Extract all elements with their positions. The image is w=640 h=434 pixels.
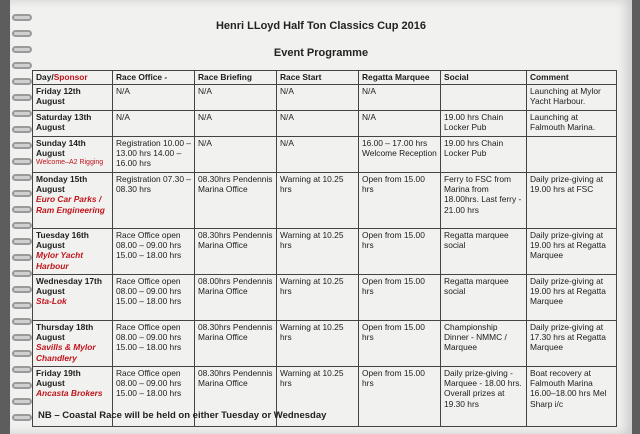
cell-marquee: Open from 15.00 hrs: [359, 275, 441, 321]
cell-comment: Boat recovery at Falmouth Marina 16.00–18.00 hrs Mel Sharp i/c: [527, 367, 617, 427]
binding-ring: [12, 302, 32, 309]
day-label: Friday 19th August: [36, 368, 81, 389]
binding-ring: [12, 286, 32, 293]
header-race-briefing: Race Briefing: [195, 71, 277, 85]
table-row: [33, 229, 617, 275]
header-race-office: Race Office -: [113, 71, 195, 85]
cell-start: Warning at 10.25 hrs: [277, 173, 359, 229]
cell-comment: [527, 137, 617, 173]
binding-ring: [12, 254, 32, 261]
binding-ring: [12, 350, 32, 357]
cell-comment: Daily prize-giving at 19.00 hrs at Regatta Marquee: [527, 275, 617, 321]
header-day: Day/: [36, 72, 54, 82]
document-title: Henri LLoyd Half Ton Classics Cup 2016: [215, 20, 427, 32]
day-label: Sunday 14th August: [36, 138, 86, 159]
binding-ring: [12, 142, 32, 149]
binding-ring: [12, 158, 32, 165]
header-comment: Comment: [527, 71, 617, 85]
header-regatta-marquee: Regatta Marquee: [359, 71, 441, 85]
cell-briefing: 08.00hrs Pendennis Marina Office: [195, 275, 277, 321]
cell-briefing: N/A: [195, 111, 277, 137]
day-label: Friday 12th August: [36, 86, 81, 107]
cell-start: N/A: [277, 85, 359, 111]
cell-social: 19.00 hrs Chain Locker Pub: [441, 137, 527, 173]
cell-start: Warning at 10.25 hrs: [277, 321, 359, 367]
cell-marquee: Open from 15.00 hrs: [359, 229, 441, 275]
table-row: [33, 137, 617, 173]
document-subtitle: Event Programme: [273, 47, 369, 59]
header-sponsor: Sponsor: [53, 72, 88, 82]
binding-ring: [12, 222, 32, 229]
table-row: [33, 85, 617, 111]
cell-marquee: Open from 15.00 hrs: [359, 367, 441, 427]
binding-ring: [12, 190, 32, 197]
binding-ring: [12, 398, 32, 405]
cell-race-office: Race Office open 08.00 – 09.00 hrs 15.00 – 18.00 hrs: [113, 275, 195, 321]
cell-race-office: Race Office open 08.00 – 09.00 hrs 15.00 – 18.00 hrs: [113, 321, 195, 367]
cell-comment: Daily prize-giving at 17.30 hrs at Regatta Marquee: [527, 321, 617, 367]
sponsor-label: Euro Car Parks / Ram Engineering: [36, 194, 105, 215]
day-label: Wednesday 17th August: [36, 276, 102, 297]
cell-briefing: 08.30hrs Pendennis Marina Office: [195, 367, 277, 427]
cell-comment: Launching at Mylor Yacht Harbour.: [527, 85, 617, 111]
cell-social: [441, 85, 527, 111]
sponsor-label: Sta-Lok: [36, 296, 67, 307]
binding-ring: [12, 270, 32, 277]
cell-briefing: 08.30hrs Pendennis Marina Office: [195, 173, 277, 229]
cell-social: Ferry to FSC from Marina from 18.00hrs. Last ferry - 21.00 hrs: [441, 173, 527, 229]
spiral-binding: [10, 0, 34, 434]
cell-social: Regatta marquee social: [441, 229, 527, 275]
binding-ring: [12, 414, 32, 421]
cell-briefing: 08.30hrs Pendennis Marina Office: [195, 321, 277, 367]
sponsor-label: Ancasta Brokers: [36, 388, 103, 399]
cell-day: [33, 321, 113, 367]
cell-race-office: Race Office open 08.00 – 09.00 hrs 15.00 – 18.00 hrs: [113, 229, 195, 275]
table-row: [33, 111, 617, 137]
cell-briefing: 08.30hrs Pendennis Marina Office: [195, 229, 277, 275]
binding-ring: [12, 174, 32, 181]
cell-race-office: N/A: [113, 111, 195, 137]
cell-start: N/A: [277, 111, 359, 137]
cell-day: [33, 275, 113, 321]
table-row: [33, 173, 617, 229]
cell-marquee: N/A: [359, 85, 441, 111]
cell-race-office: Registration 07.30 – 08.30 hrs: [113, 173, 195, 229]
cell-briefing: N/A: [195, 137, 277, 173]
binding-ring: [12, 206, 32, 213]
day-label: Saturday 13th August: [36, 112, 92, 133]
cell-start: N/A: [277, 137, 359, 173]
cell-marquee: N/A: [359, 111, 441, 137]
binding-ring: [12, 382, 32, 389]
table-row: [33, 275, 617, 321]
sponsor-label: Savills & Mylor Chandlery: [36, 342, 96, 363]
binding-ring: [12, 94, 32, 101]
cell-race-office: Race Office open 08.00 – 09.00 hrs 15.00 – 18.00 hrs: [113, 367, 195, 427]
binding-ring: [12, 62, 32, 69]
cell-social: 19.00 hrs Chain Locker Pub: [441, 111, 527, 137]
cell-start: Warning at 10.25 hrs: [277, 367, 359, 427]
header-race-start: Race Start: [277, 71, 359, 85]
cell-race-office: N/A: [113, 85, 195, 111]
binding-ring: [12, 238, 32, 245]
binding-ring: [12, 318, 32, 325]
cell-start: Warning at 10.25 hrs: [277, 275, 359, 321]
cell-day: [33, 111, 113, 137]
cell-social: Championship Dinner - NMMC / Marquee: [441, 321, 527, 367]
header-row: [33, 71, 617, 85]
binding-ring: [12, 126, 32, 133]
table-row: [33, 321, 617, 367]
day-label: Monday 15th August: [36, 174, 88, 195]
cell-social: Daily prize-giving - Marquee - 18.00 hrs. Overall prizes at 19.30 hrs: [441, 367, 527, 427]
cell-comment: Launching at Falmouth Marina.: [527, 111, 617, 137]
binding-ring: [12, 110, 32, 117]
day-label: Thursday 18th August: [36, 322, 94, 343]
sponsor-label: Mylor Yacht Harbour: [36, 250, 84, 271]
binding-ring: [12, 366, 32, 373]
cell-marquee: Open from 15.00 hrs: [359, 321, 441, 367]
day-label: Tuesday 16th August: [36, 230, 89, 251]
cell-day: [33, 173, 113, 229]
cell-day: [33, 137, 113, 173]
programme-table: [32, 70, 617, 427]
cell-day: [33, 85, 113, 111]
document-page: [10, 0, 632, 434]
cell-day: [33, 229, 113, 275]
header-day-sponsor: [33, 71, 113, 85]
sponsor-label: Welcome–A2 Rigging: [36, 159, 104, 167]
cell-marquee: 16.00 – 17.00 hrs Welcome Reception: [359, 137, 441, 173]
cell-comment: Daily prize-giving at 19.00 hrs at FSC: [527, 173, 617, 229]
cell-marquee: Open from 15.00 hrs: [359, 173, 441, 229]
footer-note: NB – Coastal Race will be held on either Tuesday or Wednesday: [38, 410, 327, 421]
cell-race-office: Registration 10.00 – 13.00 hrs 14.00 – 16.00 hrs: [113, 137, 195, 173]
binding-ring: [12, 334, 32, 341]
cell-comment: Daily prize-giving at 19.00 hrs at Regatta Marquee: [527, 229, 617, 275]
cell-social: Regatta marquee social: [441, 275, 527, 321]
header-social: Social: [441, 71, 527, 85]
cell-briefing: N/A: [195, 85, 277, 111]
binding-ring: [12, 78, 32, 85]
cell-start: Warning at 10.25 hrs: [277, 229, 359, 275]
